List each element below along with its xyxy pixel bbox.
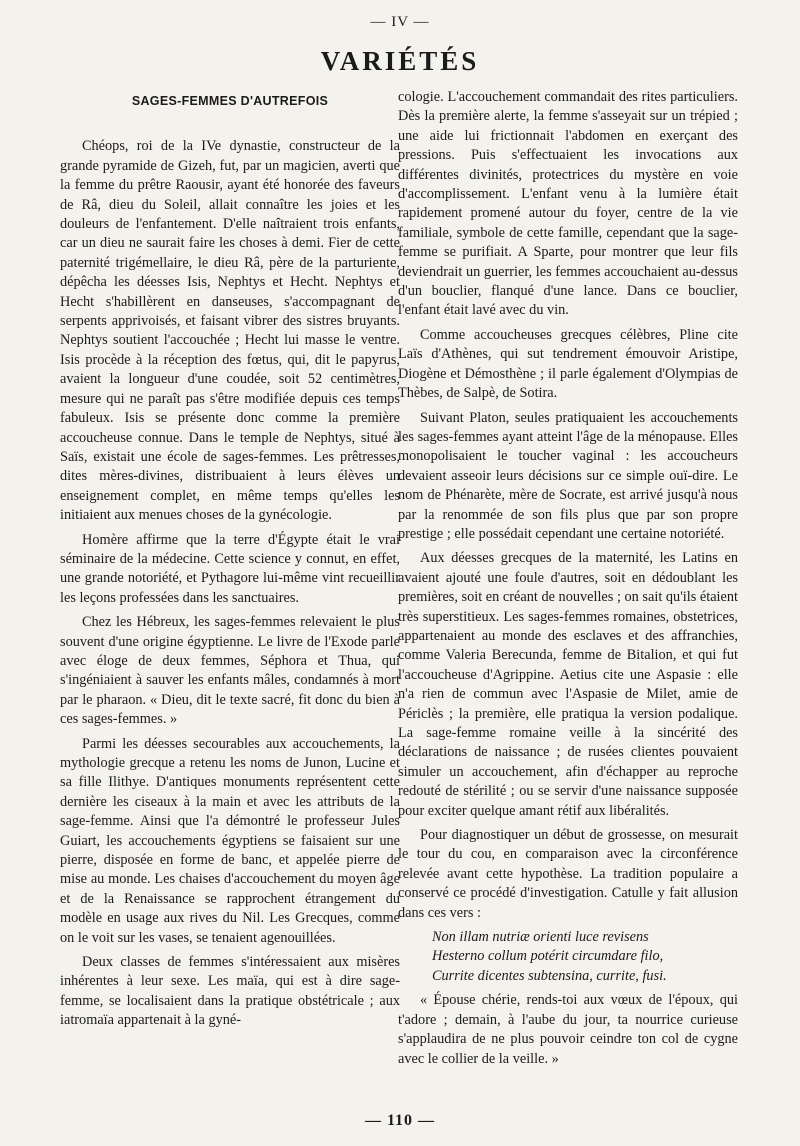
- paragraph: Homère affirme que la terre d'Égypte était le vrai séminaire de la médecine. Cette science y connut, en effet, une grande notoriété, et Pythagore lui-même vint recueillir les leçons professées dans les sanctuaires.: [60, 531, 400, 606]
- verse-line: Non illam nutriæ orienti luce revisens: [432, 929, 649, 946]
- article-heading: SAGES-FEMMES D'AUTREFOIS: [131, 94, 329, 108]
- paragraph: Deux classes de femmes s'intéressaient aux misères inhérentes à leur sexe. Les maïa, qui est à dire sage-femme, se localisaient dans la pratique obstétricale ; aux iatromaïa appartenait à la gyné-: [60, 954, 400, 1029]
- page-roman-numeral: — IV —: [370, 14, 430, 30]
- section-title: VARIÉTÉS: [320, 46, 480, 76]
- closing-quote: « Épouse chérie, rends-toi aux vœux de l'époux, qui t'adore ; demain, à l'aube du jour, ta nourrice curieuse s'applaudira de ne plus pouvoir ceindre ton col de cygne avec le collier de la veille. »: [398, 992, 738, 1067]
- column-left: [60, 88, 400, 1036]
- paragraph: Pour diagnostiquer un début de grossesse, on mesurait le tour du cou, en comparaison avec la circonférence relevée avant cette hypothèse. La tradition populaire a conservé ce procédé d'investigation. Catulle y fait allusion dans ces vers :: [398, 827, 738, 921]
- page-number: — 110 —: [364, 1112, 436, 1129]
- paragraph: cologie. L'accouchement commandait des rites particuliers. Dès la première alerte, la femme s'asseyait sur un trépied ; une aide lui frictionnait l'abdomen en exerçant des pressions. Puis s'effectuaient les invocations aux différentes divinités, protectrices du mystère en voie d'accomplissement. L'enfant venu à la lumière était rapidement promené autour du foyer, centre de la vie familiale, symbole de cette famille, cependant que la sage-femme se purifiait. A Sparte, pour montrer que leur fils deviendrait un guerrier, les femmes accouchaient au-dessus d'un bouclier, flanqué d'une lance. Dans ce bouclier, l'enfant était lavé avec du vin.: [398, 89, 738, 319]
- paragraph: Suivant Platon, seules pratiquaient les accouchements les sages-femmes ayant atteint l'âge de la ménopause. Elles monopolisaient le toucher vaginal : les accoucheurs devaient asseoir leurs décisions sur ce simple ouï-dire. Le nom de Phénarète, mère de Socrate, est arrivé jusqu'à nous par la renommée de son fils plus que par son propre prestige ; elle possédait cependant une certaine notoriété.: [398, 409, 738, 542]
- paragraph: Parmi les déesses secourables aux accouchements, la mythologie grecque a retenu les noms de Junon, Lucine et sa fille Ilithye. D'antiques monuments représentent cette dernière les ciseaux à la main et avec les attributs de la sage-femme. Ainsi que l'a démontré le professeur Jules Guiart, les accouchements égyptiens se faisaient sur une pierre, disposée en forme de banc, et appelée pierre de mise au monde. Les chaises d'accouchement du moyen âge et de la Renaissance se rapprochent étrangement du modèle en usage aux rives du Nil. Les Grecques, comme on le voit sur les vases, se tenaient agenouillées.: [60, 735, 400, 946]
- paragraph: Comme accoucheuses grecques célèbres, Pline cite Laïs d'Athènes, qui sut tendrement émouvoir Aristipe, Diogène et Démosthène ; il parle également d'Olympias de Thèbes, de Salpè, de Sotira.: [398, 326, 738, 402]
- paragraph: Chéops, roi de la IVe dynastie, constructeur de la grande pyramide de Gizeh, fut, par un magicien, averti que la femme du prêtre Raousir, ayant été honorée des faveurs de Râ, dieu du Soleil, allait connaître les joies et les douleurs de l'enfantement. D'elle naîtraient trois enfants, car un dieu ne saurait faire les choses à demi. Fier de cette paternité trigémellaire, le dieu Râ, père de la parturiente, dépêcha les déesses Isis, Nephtys et Hecht. Nephtys et Hecht s'habillèrent en danseuses, s'accompagnant de serpents apprivoisés, et faisant vibrer des sistres bruyants. Nephtys soutient l'accouchée ; Hecht lui masse le ventre. Isis procède à la réception des fœtus, qui, dit le papyrus, avaient la longueur d'une coudée, soit 52 centimètres, mesure qui ne paraît pas s'être modifiée depuis ces temps fabuleux. Isis se présente donc comme la première accoucheuse connue. Dans le temple de Nephtys, situé à Saïs, existait une école de sages-femmes. Les prêtresses, dites mères-divines, distribuaient à leurs élèves un enseignement complet, en même temps qu'elles les initiaient aux menues choses de la gynécologie.: [60, 138, 400, 524]
- latin-verse: [398, 928, 738, 986]
- verse-line: Currite dicentes subtensina, currite, fusi.: [432, 967, 667, 984]
- paragraph: Chez les Hébreux, les sages-femmes relevaient le plus souvent d'une origine égyptienne. Le livre de l'Exode parle avec éloge de deux femmes, Séphora et Thua, qui s'ingéniaient à sauver les enfants mâles, condamnés à mort par le pharaon. « Dieu, dit le texte sacré, fit donc du bien à ces sages-femmes. »: [60, 614, 400, 728]
- paragraph: Aux déesses grecques de la maternité, les Latins en avaient ajouté une foule d'autres, soit en dédoublant les premières, soit en créant de nouvelles ; on sait qu'ils étaient très superstitieux. Les sages-femmes romaines, obstetrices, appartenaient au monde des esclaves et des affranchies, comme Valeria Berecunda, femme de Bitalion, et qui fut l'accoucheuse d'Agrippine. Aetius cite une Aspasie : elle n'a rien de commun avec l'Aspasie de Milet, amie de Périclès ; la première, elle pratiqua la version podalique. La sage-femme romaine veille à la sincérité des déclarations de naissance ; de rusées clientes pouvaient simuler un accouchement, afin d'échapper au reproche redouté de stérilité ; ou se servir d'une naissance supposée pour exciter quelque amant rétif aux libéralités.: [398, 550, 738, 819]
- verse-line: Hesterno collum potérit circumdare filo,: [432, 948, 664, 965]
- column-right: [398, 88, 738, 1074]
